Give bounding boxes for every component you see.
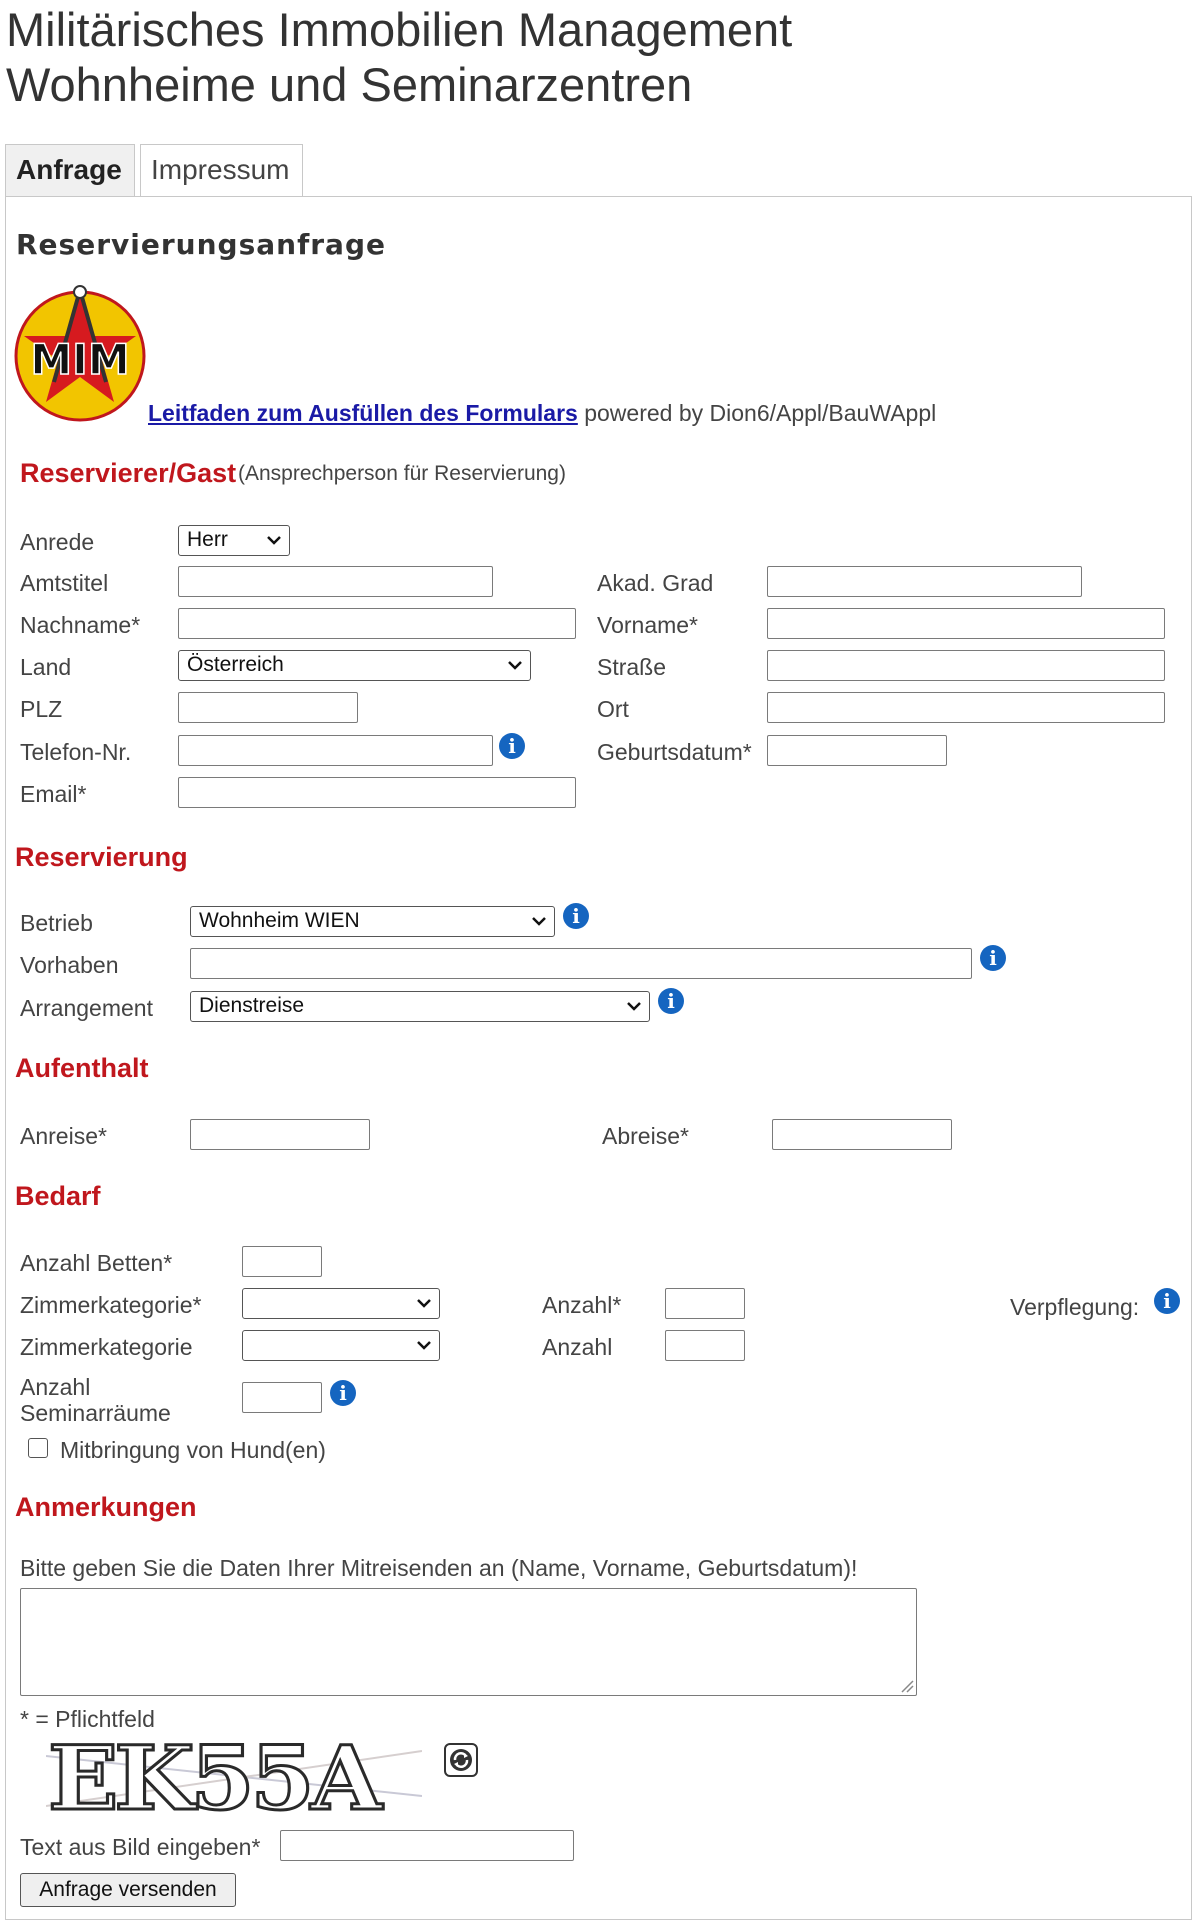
section-guest-heading: Reservierer/Gast: [20, 458, 237, 488]
panel-title: Reservierungsanfrage: [16, 228, 386, 261]
section-bedarf-heading: Bedarf: [15, 1181, 101, 1211]
telefon-info-icon[interactable]: i: [499, 733, 525, 759]
chevron-down-icon: [416, 1295, 432, 1311]
anzahl-betten-label: Anzahl Betten*: [20, 1250, 173, 1276]
betrieb-info-icon[interactable]: i: [563, 903, 589, 929]
betrieb-label: Betrieb: [20, 910, 93, 936]
vorname-input[interactable]: [767, 608, 1165, 639]
anrede-value: Herr: [187, 528, 228, 551]
captcha-text: EK55A: [48, 1736, 379, 1820]
section-reservierung-heading: Reservierung: [15, 842, 188, 872]
anrede-select[interactable]: [178, 525, 290, 556]
powered-by: powered by Dion6/Appl/BauWAppl: [584, 400, 937, 426]
land-value: Österreich: [187, 653, 284, 676]
arrangement-select[interactable]: [190, 991, 650, 1022]
strasse-label: Straße: [597, 654, 667, 680]
anzahl-betten-input[interactable]: [242, 1246, 322, 1277]
chevron-down-icon: [531, 913, 547, 929]
anzahl-1-label: Anzahl*: [542, 1292, 622, 1318]
captcha-input[interactable]: [280, 1830, 574, 1861]
tab-anfrage[interactable]: Anfrage: [5, 144, 135, 196]
anmerkungen-textarea[interactable]: [20, 1588, 917, 1696]
ort-label: Ort: [597, 696, 629, 722]
geburtsdatum-input[interactable]: [767, 735, 947, 766]
anmerkungen-hint: Bitte geben Sie die Daten Ihrer Mitreisenden an (Name, Vorname, Geburtsdatum)!: [20, 1555, 858, 1581]
section-anmerkungen-heading: Anmerkungen: [15, 1492, 197, 1522]
tab-impressum[interactable]: Impressum: [140, 144, 303, 196]
chevron-down-icon: [507, 657, 523, 673]
captcha-image: [46, 1736, 422, 1820]
zimmerkategorie-2-label: Zimmerkategorie: [20, 1334, 193, 1360]
anzahl-2-input[interactable]: [665, 1330, 745, 1361]
amtstitel-input[interactable]: [178, 566, 493, 597]
betrieb-select[interactable]: [190, 906, 555, 937]
strasse-input[interactable]: [767, 650, 1165, 681]
page-title-line1: Militärisches Immobilien Management: [6, 3, 793, 56]
page-title-line2: Wohnheime und Seminarzentren: [6, 58, 693, 111]
abreise-input[interactable]: [772, 1119, 952, 1150]
land-label: Land: [20, 654, 72, 680]
vorhaben-input[interactable]: [190, 948, 972, 979]
anrede-label: Anrede: [20, 529, 95, 555]
seminarraeume-info-icon[interactable]: i: [330, 1380, 356, 1406]
mim-logo: [14, 282, 148, 424]
amtstitel-label: Amtstitel: [20, 570, 109, 596]
guide-row: [148, 400, 936, 427]
plz-label: PLZ: [20, 696, 63, 722]
nachname-label: Nachname*: [20, 612, 141, 638]
abreise-label: Abreise*: [602, 1123, 689, 1149]
section-guest-subheading: (Ansprechperson für Reservierung): [238, 462, 566, 485]
vorhaben-info-icon[interactable]: i: [980, 945, 1006, 971]
vorname-label: Vorname*: [597, 612, 699, 638]
resize-handle-icon[interactable]: [900, 1679, 914, 1693]
email-label: Email*: [20, 781, 87, 807]
chevron-down-icon: [266, 532, 282, 548]
hund-checkbox[interactable]: [28, 1438, 48, 1458]
telefon-label: Telefon-Nr.: [20, 739, 132, 765]
chevron-down-icon: [416, 1337, 432, 1353]
geburtsdatum-label: Geburtsdatum*: [597, 739, 752, 765]
verpflegung-info-icon[interactable]: i: [1154, 1288, 1180, 1314]
pflichtfeld-note: * = Pflichtfeld: [20, 1706, 155, 1732]
zimmerkategorie-1-label: Zimmerkategorie*: [20, 1292, 202, 1318]
betrieb-value: Wohnheim WIEN: [199, 909, 360, 932]
arrangement-label: Arrangement: [20, 995, 153, 1021]
guide-link[interactable]: Leitfaden zum Ausfüllen des Formulars: [148, 400, 578, 426]
anreise-input[interactable]: [190, 1119, 370, 1150]
captcha-refresh-button[interactable]: [444, 1743, 478, 1777]
logo-text: MIM: [30, 335, 130, 384]
section-aufenthalt-heading: Aufenthalt: [15, 1053, 149, 1083]
anzahl-1-input[interactable]: [665, 1288, 745, 1319]
vorhaben-label: Vorhaben: [20, 952, 119, 978]
akad-grad-input[interactable]: [767, 566, 1082, 597]
anreise-label: Anreise*: [20, 1123, 107, 1149]
akad-grad-label: Akad. Grad: [597, 570, 714, 596]
hund-label: Mitbringung von Hund(en): [60, 1437, 326, 1463]
zimmerkategorie-1-select[interactable]: [242, 1288, 440, 1319]
submit-button[interactable]: Anfrage versenden: [20, 1873, 236, 1907]
refresh-icon: [446, 1745, 476, 1775]
arrangement-value: Dienstreise: [199, 994, 305, 1017]
plz-input[interactable]: [178, 692, 358, 723]
seminarraeume-label-line2: Seminarräume: [20, 1400, 171, 1426]
captcha-label: Text aus Bild eingeben*: [20, 1834, 261, 1860]
telefon-input[interactable]: [178, 735, 493, 766]
verpflegung-label: Verpflegung:: [1010, 1294, 1140, 1320]
anzahl-2-label: Anzahl: [542, 1334, 613, 1360]
land-select[interactable]: [178, 650, 531, 681]
zimmerkategorie-2-select[interactable]: [242, 1330, 440, 1361]
seminarraeume-label-line1: Anzahl: [20, 1374, 91, 1400]
ort-input[interactable]: [767, 692, 1165, 723]
seminarraeume-input[interactable]: [242, 1382, 322, 1413]
chevron-down-icon: [626, 998, 642, 1014]
email-input[interactable]: [178, 777, 576, 808]
arrangement-info-icon[interactable]: i: [658, 988, 684, 1014]
nachname-input[interactable]: [178, 608, 576, 639]
